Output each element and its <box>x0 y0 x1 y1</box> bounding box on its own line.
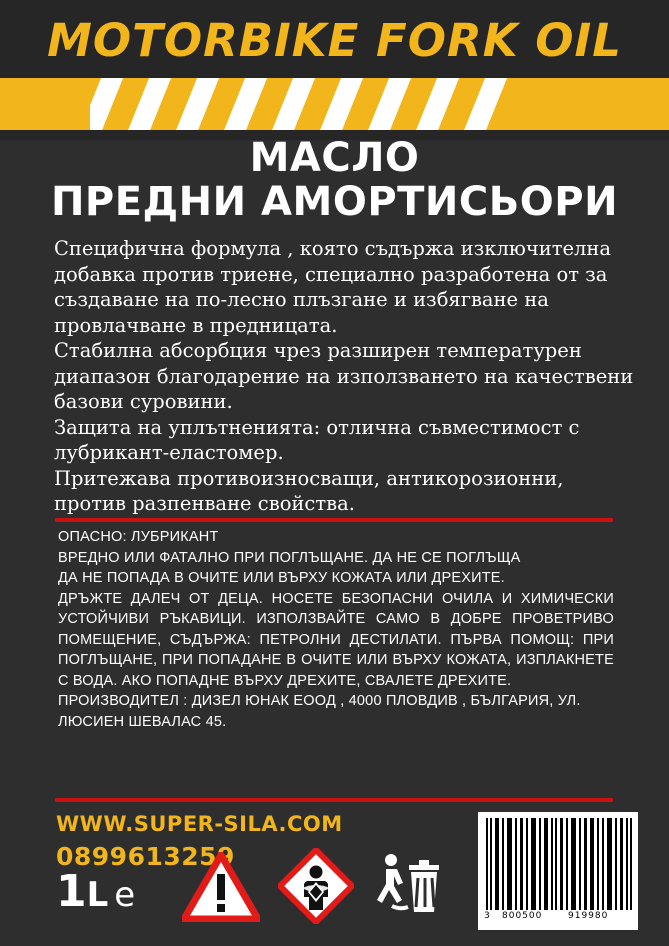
hazard-line-3: ДА НЕ ПОПАДА В ОЧИТЕ ИЛИ ВЪРХУ КОЖАТА ИЛИ ДРЕХИТЕ. <box>58 570 505 586</box>
hazard-text-block <box>58 527 614 732</box>
warning-triangle-icon <box>182 852 260 922</box>
description-paragraph-4: Притежава противоизносващи, антикорозионни, против разпенване свойства. <box>54 466 564 515</box>
barcode <box>478 812 638 930</box>
barcode-digits-mid: 800500 <box>502 911 543 921</box>
barcode-digits <box>484 910 632 926</box>
brand-title: MOTORBIKE FORK OIL <box>47 14 622 67</box>
product-name-line-1: МАСЛО <box>249 135 420 181</box>
do-not-litter-icon <box>370 850 442 922</box>
description-paragraph-3: Защита на уплътненията: отлична съвместимост с лубрикант-еластомер. <box>54 415 580 464</box>
description-paragraph-1: Специфична формула , която съдържа изключителна добавка против триене, специално разработена от за създаване на по-лесно плъзгане и избягване на провлачване в предницата. <box>54 237 612 337</box>
ghs-health-hazard-icon <box>278 848 354 924</box>
website-link[interactable]: WWW.SUPER-SILA.COM <box>56 812 343 836</box>
volume-estimate-mark: e <box>114 875 136 915</box>
volume-indicator <box>56 866 135 917</box>
product-name-line-2: ПРЕДНИ АМОРТИСЬОРИ <box>50 179 619 225</box>
barcode-digits-right: 919980 <box>568 911 609 921</box>
divider-bottom <box>55 798 613 802</box>
decorative-stripe-band <box>0 78 669 130</box>
diagonal-stripes <box>90 78 520 130</box>
barcode-bars <box>484 818 632 910</box>
phone-number[interactable]: 0899613259 <box>56 842 235 871</box>
hazard-line-2: ВРЕДНО ИЛИ ФАТАЛНО ПРИ ПОГЛЪЩАНЕ. ДА НЕ СЕ ПОГЛЪЩА <box>58 549 521 566</box>
volume-unit: L <box>86 875 109 915</box>
hazard-line-4: ДРЪЖТЕ ДАЛЕЧ ОТ ДЕЦА. НОСЕТЕ БЕЗОПАСНИ ОЧИЛА И ХИМИЧЕСКИ УСТОЙЧИВИ РЪКАВИЦИ. ИЗПОЛЗВАЙТЕ САМО В ДОБРЕ ПРОВЕТРИВО ПОМЕЩЕНИЕ, СЪДЪРЖА: ПЕТРОЛНИ ДЕСТИЛАТИ. ПЪРВА ПОМОЩ: ПРИ ПОГЛЪЩАНЕ, ПРИ ПОПАДАНЕ В ОЧИТЕ ИЛИ ВЪРХУ КОЖАТА, ИЗПЛАКНЕТЕ С ВОДА. АКО ПОПАДНЕ ВЪРХУ ДРЕХИТЕ, СВАЛЕТЕ ДРЕХИТЕ. <box>58 590 614 689</box>
volume-number: 1 <box>56 866 87 917</box>
divider-top <box>55 518 613 522</box>
hazard-line-1: ОПАСНО: ЛУБРИКАНТ <box>58 529 219 545</box>
product-name <box>0 136 669 224</box>
manufacturer-line: ПРОИЗВОДИТЕЛ : ДИЗЕЛ ЮНАК ЕООД , 4000 ПЛОВДИВ , БЪЛГАРИЯ, УЛ. ЛЮСИЕН ШЕВАЛАС 45. <box>58 693 581 730</box>
barcode-digit-left: 3 <box>484 911 491 921</box>
description-block <box>54 236 634 517</box>
description-paragraph-2: Стабилна абсорбция чрез разширен температурен диапазон благодарение на използването на качествени базови суровини. <box>54 339 634 413</box>
